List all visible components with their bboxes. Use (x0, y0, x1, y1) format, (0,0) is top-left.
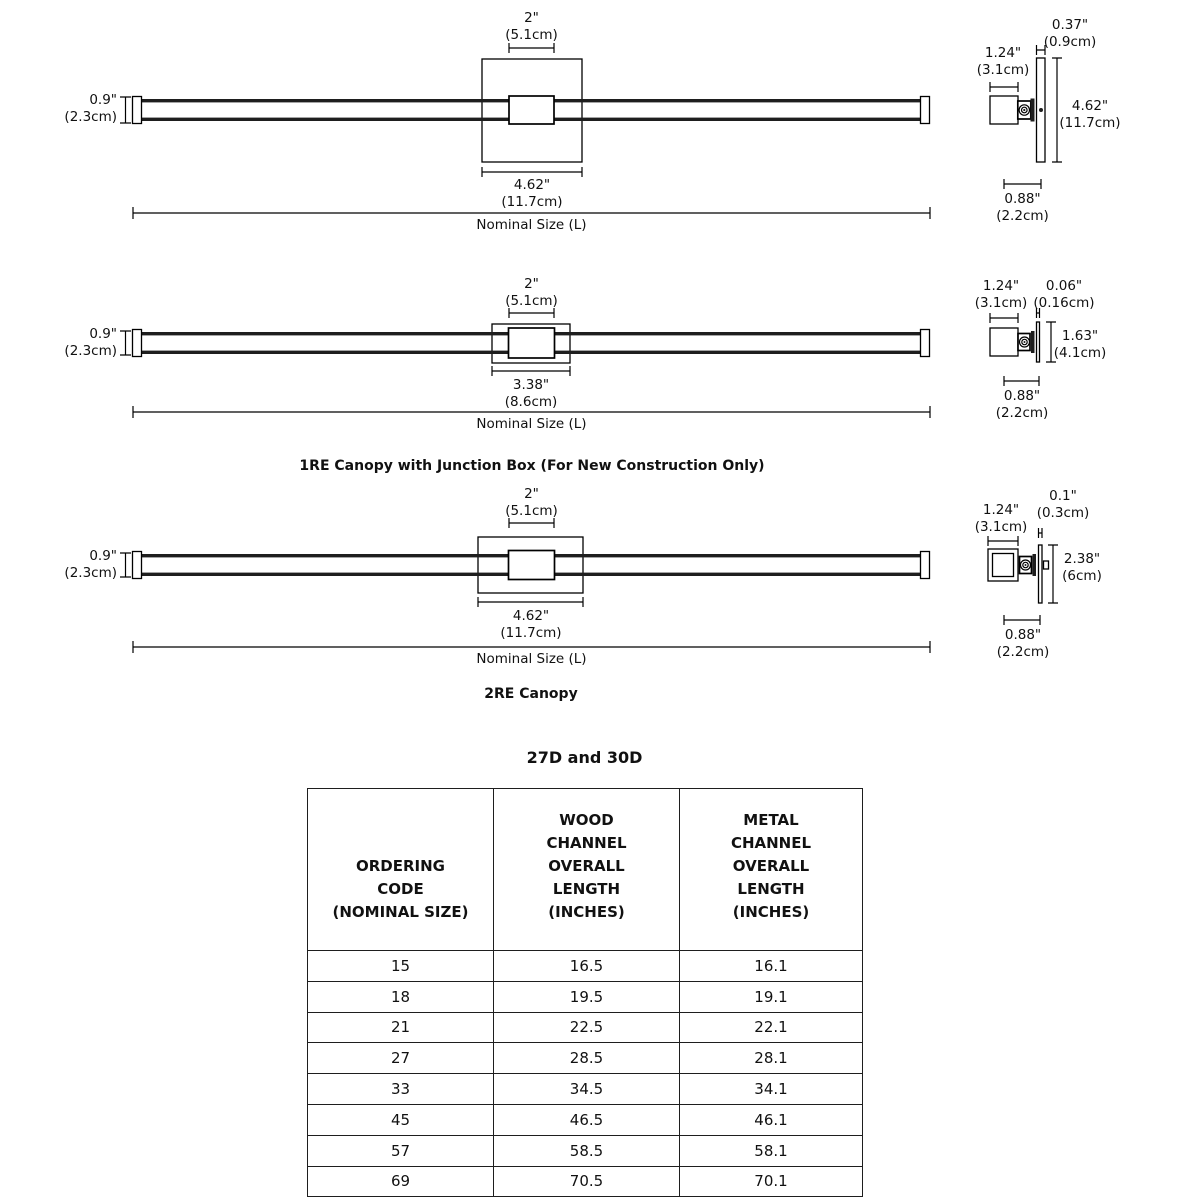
dim-plate-height (1052, 58, 1062, 162)
front-view-1 (64, 10, 930, 233)
table-cell: 22.5 (494, 1012, 680, 1043)
table-cell: 70.5 (494, 1166, 680, 1197)
dim-label: 2" (524, 10, 539, 26)
dim-label: (3.1cm) (974, 519, 1028, 535)
table-cell: 33 (308, 1074, 494, 1105)
table-cell: 57 (308, 1135, 494, 1166)
front-view-3 (64, 486, 930, 667)
dim-label: 0.88" (1004, 627, 1042, 643)
swivel-knob-dot (1024, 341, 1026, 343)
table-cell: 34.5 (494, 1074, 680, 1105)
table-cell: 21 (308, 1012, 494, 1043)
caption-1re-canopy: 1RE Canopy with Junction Box (For New Construction Only) (299, 458, 765, 474)
header-line: (INCHES) (548, 903, 625, 921)
header-line: WOOD (559, 811, 614, 829)
table-cell: 69 (308, 1166, 494, 1197)
dim-label: 4.62" (512, 608, 550, 624)
table-cell: 19.1 (680, 981, 863, 1012)
table-cell: 15 (308, 951, 494, 982)
table-cell: 46.5 (494, 1104, 680, 1135)
swivel-knob-dot (1023, 109, 1025, 111)
table-row (308, 1166, 863, 1197)
mounting-plate (1037, 322, 1040, 362)
dim-label: 0.9" (89, 548, 117, 564)
dim-label: (2.3cm) (64, 565, 117, 581)
header-line: OVERALL (548, 857, 625, 875)
table-cell: 58.1 (680, 1135, 863, 1166)
dim-label: 1.24" (982, 278, 1020, 294)
dim-label: (3.1cm) (976, 62, 1030, 78)
channel-end-cap-right (921, 330, 930, 357)
dim-label: (2.2cm) (995, 405, 1049, 421)
dim-label: (0.3cm) (1036, 505, 1090, 521)
column-header-ordering-code (308, 789, 494, 951)
table-cell: 70.1 (680, 1166, 863, 1197)
dim-plate-height (1048, 545, 1058, 603)
table-header-row (308, 789, 863, 951)
canopy-connector (509, 96, 554, 124)
table-title: 27D and 30D (526, 748, 643, 767)
mounting-plate (1039, 545, 1043, 603)
caption-2re-canopy: 2RE Canopy (484, 686, 578, 702)
side-view-2 (975, 278, 1107, 421)
table-row (308, 1074, 863, 1105)
header-line: CHANNEL (546, 834, 627, 852)
nominal-size-label: Nominal Size (L) (476, 217, 587, 233)
dim-label: 0.88" (1004, 191, 1041, 207)
plate-flange (1033, 554, 1037, 576)
dim-label: 0.9" (89, 92, 117, 108)
dim-label: (0.9cm) (1043, 34, 1097, 50)
dim-label: 1.63" (1061, 328, 1099, 344)
dim-body-width (990, 313, 1018, 323)
table-row (308, 1104, 863, 1135)
set-screw (1044, 561, 1049, 569)
dim-label: 0.9" (89, 326, 117, 342)
dim-label: 0.1" (1049, 488, 1077, 504)
header-line: LENGTH (737, 880, 805, 898)
dim-0p9in (120, 331, 131, 355)
table-cell: 45 (308, 1104, 494, 1135)
dim-label: (6cm) (1062, 568, 1102, 584)
column-header-wood-channel (494, 789, 680, 951)
dim-depth (1004, 179, 1041, 189)
dim-4p62in (482, 167, 582, 177)
table-row (308, 1012, 863, 1043)
channel-end-cap-left (133, 552, 142, 579)
swivel-knob-dot (1025, 564, 1027, 566)
side-view-3 (975, 488, 1102, 660)
side-view-1 (977, 17, 1121, 224)
header-line: CHANNEL (730, 834, 812, 852)
table-cell: 16.1 (680, 951, 863, 982)
dim-3p38in (492, 366, 570, 376)
dim-label: (5.1cm) (505, 293, 558, 309)
table-row (308, 1135, 863, 1166)
fixture-body (990, 96, 1018, 124)
dim-label: (11.7cm) (500, 625, 562, 641)
dim-2in (509, 43, 554, 53)
front-view-2 (64, 276, 930, 432)
channel-end-cap-left (133, 330, 142, 357)
dim-label: 4.62" (513, 177, 551, 193)
table-cell: 18 (308, 981, 494, 1012)
table-row (308, 951, 863, 982)
dim-label: (3.1cm) (974, 295, 1028, 311)
dim-label: (2.2cm) (996, 644, 1050, 660)
dim-label: 0.06" (1045, 278, 1083, 294)
canopy-connector (509, 551, 555, 580)
table-cell: 58.5 (494, 1135, 680, 1166)
channel-end-cap-right (921, 552, 930, 579)
dim-plate-thickness (1039, 528, 1043, 538)
column-header-metal-channel (680, 789, 863, 951)
table-cell: 46.1 (680, 1104, 863, 1135)
table-row (308, 1043, 863, 1074)
dim-label: (5.1cm) (505, 27, 558, 43)
dim-body-width (990, 82, 1018, 92)
dim-label: (8.6cm) (504, 394, 558, 410)
header-line: ORDERING (356, 857, 445, 875)
fixture-body-inner (993, 554, 1014, 577)
table-cell: 27 (308, 1043, 494, 1074)
dim-label: (2.3cm) (64, 343, 117, 359)
channel-end-cap-right (921, 97, 930, 124)
dim-0p9in (120, 97, 131, 123)
table-cell: 28.5 (494, 1043, 680, 1074)
table-cell: 16.5 (494, 951, 680, 982)
dim-label: (2.2cm) (996, 208, 1049, 224)
dim-label: (4.1cm) (1053, 345, 1107, 361)
table-cell: 19.5 (494, 981, 680, 1012)
plate-flange (1031, 331, 1035, 353)
channel-end-cap-left (133, 97, 142, 124)
dim-2in (509, 308, 554, 318)
dim-0p9in (120, 553, 131, 577)
dim-label: 0.88" (1003, 388, 1041, 404)
ordering-table (307, 788, 863, 1197)
canopy-connector (509, 328, 555, 358)
header-line: LENGTH (552, 880, 621, 898)
plate-flange (1031, 99, 1035, 122)
header-line: OVERALL (732, 857, 810, 875)
dim-label: 2" (524, 276, 539, 292)
table-cell: 28.1 (680, 1043, 863, 1074)
header-line: (NOMINAL SIZE) (332, 903, 469, 921)
dim-label: 4.62" (1071, 98, 1109, 114)
dim-label: 1.24" (982, 502, 1020, 518)
screw-dot (1039, 108, 1043, 112)
table-cell: 34.1 (680, 1074, 863, 1105)
dim-label: 1.24" (984, 45, 1022, 61)
dim-depth (1004, 615, 1040, 625)
dim-label: 2" (524, 486, 539, 502)
dim-depth (1004, 376, 1039, 386)
dim-body-width (988, 536, 1018, 546)
dim-label: 0.37" (1051, 17, 1089, 33)
dim-label: 3.38" (512, 377, 550, 393)
dim-label: (5.1cm) (505, 503, 558, 519)
header-line: (INCHES) (732, 903, 810, 921)
nominal-size-label: Nominal Size (L) (476, 416, 587, 432)
header-line: CODE (377, 880, 424, 898)
nominal-size-label: Nominal Size (L) (476, 651, 587, 667)
fixture-body (990, 328, 1018, 356)
table-row (308, 981, 863, 1012)
dim-label: 2.38" (1063, 551, 1101, 567)
header-line: METAL (743, 811, 799, 829)
dim-label: (11.7cm) (501, 194, 563, 210)
dim-4p62in (478, 597, 583, 607)
dim-label: (0.16cm) (1033, 295, 1095, 311)
dim-label: (11.7cm) (1059, 115, 1121, 131)
table-cell: 22.1 (680, 1012, 863, 1043)
dim-2in (509, 518, 554, 528)
dim-label: (2.3cm) (64, 109, 117, 125)
